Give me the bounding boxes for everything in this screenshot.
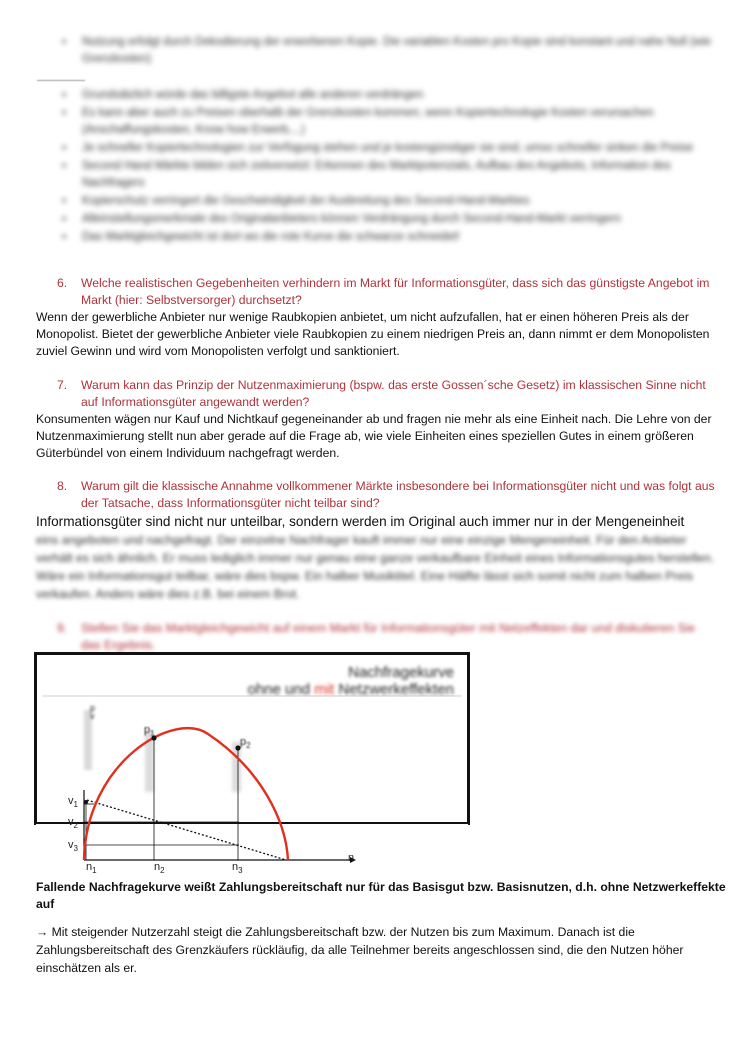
list-item: ▪ Grundsätzlich würde das billigste Angebot alle anderen verdrängen	[62, 87, 722, 104]
label-sub: 1	[73, 800, 78, 810]
answer-6: Wenn der gewerbliche Anbieter nur wenige Raubkopien anbietet, um nicht aufzufallen, hat er einen höheren Preis als der Monopolist. Bietet der gewerbliche Anbieter viele Raubkopien zu einem niedrigen Preis an, dann nimmt er dem Monopolisten zuviel Gewinn und wird vom Monopolisten verfolgt und sanktioniert.	[36, 310, 710, 358]
label-base: v	[68, 839, 74, 851]
figure-title	[184, 664, 454, 698]
list-item: ▪ Es kann aber auch zu Preisen oberhalb der Grenzkosten kommen, wenn Kopiertechnologie Kosten verursachen (Anschaffungskosten, Know how Erwerb,...)	[62, 105, 722, 139]
tick-n2	[154, 861, 165, 877]
tick-v3	[68, 839, 78, 855]
point-v1	[84, 800, 88, 804]
question-7	[57, 377, 717, 411]
list-item: ▪ Nutzung erfolgt durch Dekodierung der erworbenen Kopie. Die variablen Kosten pro Kopie sind konstant und nahe Null (wie Grenzkosten)	[62, 34, 722, 68]
label-sub: 3	[238, 866, 243, 876]
question-9	[57, 620, 717, 654]
x-axis-label: n	[348, 852, 355, 864]
label-base: n	[154, 861, 161, 873]
list-item: ▪ Alleinstellungsmerkmale des Originalanbieters können Verdrängung durch Second-Hand-Markt verringern	[62, 211, 722, 228]
tick-v2	[68, 816, 78, 832]
question-text: Stellen Sie das Marktgleichgewicht auf einem Markt für Informationsgüter mit Netzeffekten dar und diskutieren Sie das Ergebnis.	[81, 621, 696, 652]
figure-caption: Fallende Nachfragekurve weißt Zahlungsbereitschaft nur für das Basisgut bzw. Basisnutzen, d.h. ohne Netzwerkeffekte auf	[36, 880, 726, 911]
question-number: 8.	[57, 479, 68, 493]
label-base: v	[68, 795, 74, 807]
question-text: Welche realistischen Gegebenheiten verhindern im Markt für Informationsgüter, dass sich das günstigste Angebot im Markt (hier: Selbstversorger) durchsetzt?	[81, 276, 710, 307]
separator-line	[37, 80, 85, 81]
list-item: ▪ Das Marktgleichgewicht ist dort wo die rote Kurve die schwarze schneidet!	[62, 229, 722, 246]
label-base: n	[232, 861, 239, 873]
question-8	[57, 478, 717, 512]
label-p2	[240, 736, 251, 752]
label-base: p	[240, 736, 247, 748]
label-sub: 3	[73, 844, 78, 854]
list-item: ▪ Kopierschutz verringert die Geschwindigkeit der Ausbreitung des Second-Hand-Marktes	[62, 193, 722, 210]
frame-bottom-mask	[36, 824, 468, 872]
figure-explanation: → Mit steigender Nutzerzahl steigt die Zahlungsbereitschaft bzw. der Nutzen bis zum Maximum. Danach ist die Zahlungsbereitschaft des Grenzkäufers rückläufig, da alle Teilnehmer bereits angeschlossen sind, die den Nutzen höher einschätzen als er.	[36, 925, 684, 975]
label-sub: 2	[246, 741, 251, 751]
question-number: 7.	[57, 378, 68, 392]
tick-n3	[232, 861, 243, 877]
list-item: ▪ Second Hand Märkte bilden sich zeitversetzt: Erkennen des Marktpotenzials, Aufbau des Angebots, Information des Nachfragers	[62, 158, 722, 192]
question-number: 6.	[57, 276, 68, 290]
label-sub: 2	[160, 866, 165, 876]
label-base: n	[86, 861, 93, 873]
network-effect-demand-figure	[34, 652, 470, 876]
question-number: 9.	[57, 621, 68, 635]
question-6	[57, 275, 717, 309]
blurred-bullet-list-2	[62, 87, 722, 247]
label-base: p	[144, 724, 151, 736]
tick-v1	[68, 795, 78, 811]
title-part: Netzwerkeffekten	[334, 681, 454, 698]
figure-title-line2	[184, 681, 454, 698]
y-axis-label: p v	[90, 703, 96, 721]
blurred-bullet-list	[62, 34, 722, 69]
label-p1	[144, 724, 155, 740]
tick-n1	[86, 861, 97, 877]
question-text: Warum kann das Prinzip der Nutzenmaximierung (bspw. das erste Gossen´sche Gesetz) im klassischen Sinne nicht auf Informationsgüter angewandt werden?	[81, 378, 706, 409]
answer-8-rest: eins angeboten und nachgefragt. Der einzelne Nachfrager kauft immer nur eine einzige Mengeneinheit. Für den Anbieter verhält es sich ähnlich. Er muss lediglich immer nur genau eine ganze verkaufbare Einheit eines Informationsgutes herstellen. Wäre ein Informationsgut teilbar, wäre dies bspw. Ein halber Musiktitel. Eine Hälfte lässt sich somit nicht zum halben Preis verkaufen. Anders wäre dies z.B. bei einem Brot.	[36, 533, 715, 601]
label-sub: 2	[73, 821, 78, 831]
question-text: Warum gilt die klassische Annahme vollkommener Märkte insbesondere bei Informationsgüter nicht und was folgt aus der Tatsache, dass Informationsgüter nicht teilbar sind?	[81, 479, 715, 510]
label-sub: 1	[150, 729, 155, 739]
label-sub: 1	[92, 866, 97, 876]
figure-title-line1: Nachfragekurve	[348, 664, 454, 681]
label-base: v	[68, 816, 74, 828]
title-part: ohne und	[247, 681, 315, 698]
answer-7: Konsumenten wägen nur Kauf und Nichtkauf gegeneinander ab und fragen nie mehr als eine Einheit nach. Die Lehre von der Nutzenmaximierung stellt nun aber gerade auf die Frage ab, wie viele Einheiten eines speziellen Gutes in einem größeren Güterbündel von einem Individuum nachgefragt werden.	[36, 412, 712, 460]
title-red-part: mit	[314, 681, 335, 698]
answer-8-first-line: Informationsgüter sind nicht nur unteilbar, sondern werden im Original auch immer nur in der Mengeneinheit	[36, 514, 685, 529]
list-item: ▪ Je schneller Kopiertechnologien zur Verfügung stehen und je kostengünstiger sie sind, umso schneller sinken die Preise	[62, 140, 722, 157]
